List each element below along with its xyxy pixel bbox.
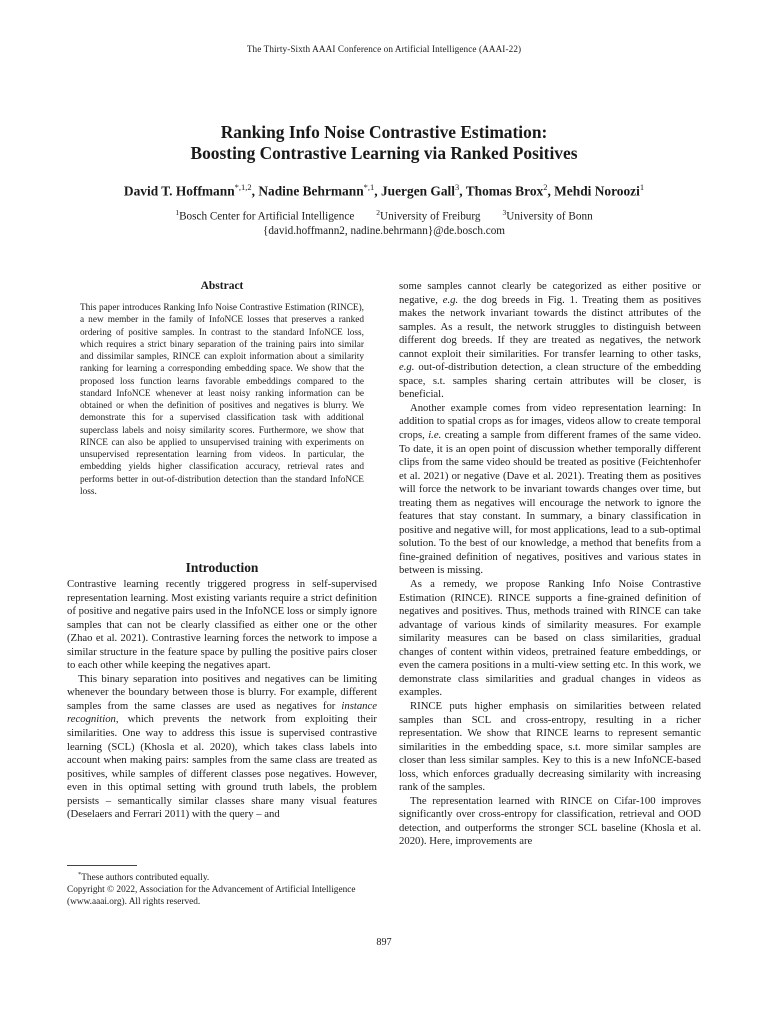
abstract-text: This paper introduces Ranking Info Noise Contrastive Estimation (RINCE), a new member in the family of InfoNCE losses that preserves a ranked ordering of positive samples. In contrast to the standard InfoNCE loss, which requires a strict binary separation of the training pairs into similar and dissimilar samples, RINCE can exploit information about a similarity ranking for learning a corresponding embedding space. We show that the proposed loss function learns favorable embeddings compared to the standard InfoNCE whenever at least noisy ranking information can be obtained or when the definition of positives and negatives is blurry. We demonstrate this for a supervised classification task with additional superclass labels and noisy similarity scores. Furthermore, we show that RINCE can also be applied to unsupervised training with experiments on unsupervised representation learning from videos. In particular, the embedding yields higher classification accuracy, retrieval rates and performs better in out-of-distribution detection than the standard InfoNCE loss. <box>80 303 364 497</box>
emphasis-text: instance recognition <box>67 699 377 726</box>
emphasis-text: e.g. <box>442 293 459 306</box>
body-paragraph: RINCE puts higher emphasis on similarities between related samples than SCL and cross-entropy, resulting in a richer representation. We show that RINCE learns to represent semantic similarities in the embedding space, s.t. more similar samples are closer than less similar samples. Key to this is a new InfoNCE-based loss, which enforces gradually decreasing similarity with increasing rank of the samples. <box>399 699 701 794</box>
footnote-equal-contribution <box>67 869 377 884</box>
footnote-rule <box>67 865 137 866</box>
author-name: Mehdi Noroozi <box>554 183 640 199</box>
author-name: Juergen Gall <box>380 183 455 199</box>
author-affiliation-mark: 3 <box>454 182 460 192</box>
affiliation-mark: 3 <box>502 208 507 217</box>
author-list: David T. Hoffmann$^{*,1,2}$, Nadine Behrmann$^{*,1}$, Juergen Gall$^3$, Thomas Brox$^2$, Mehdi Noroozi$^1$ <box>123 182 645 199</box>
author-name: Thomas Brox <box>465 183 544 199</box>
body-paragraph: some samples cannot clearly be categorized as either positive or negative, e.g. the dog breeds in Fig. 1. Treating them as positives makes the network invariant towards the distinct attributes of the samples. As a result, the network struggles to distinguish between different dog breeds. If they are treated as negatives, the network cannot exploit their similarities. For transfer learning to other tasks, e.g. out-of-distribution detection, a clean structure of the embedding space, s.t. samples sharing certain attributes will be closer, is beneficial. <box>399 280 701 401</box>
body-paragraph: As a remedy, we propose Ranking Info Noise Contrastive Estimation (RINCE). RINCE supports a fine-grained definition of negatives and positives. Thus, methods trained with RINCE can take advantage of various kinds of similarity measures. For example similarity measures can be based on class similarities, gradual changes of content within videos, pretrained feature embeddings, or even the camera positions in a multi-view setting etc. In this work, we demonstrate class similarities and gradual changes in videos as examples. <box>399 578 701 699</box>
affiliation-mark: 2 <box>376 208 381 217</box>
author-name: Nadine Behrmann <box>258 183 364 199</box>
right-column-body <box>399 280 701 849</box>
body-paragraph: This binary separation into positives and negatives can be limiting whenever the boundary between those is blurry. For example, different samples from the same classes are used as negatives for instance recognition, which prevents the network from exploiting their similarities. One way to address this issue is supervised contrastive learning (SCL) (Khosla et al. 2020), which takes class labels into account when making pairs: samples from the same class are treated as positives, while samples of different classes pose negatives. However, even in this optimal setting with ground truth labels, the problem persists – semantically similar classes share many visual features (Deselaers and Ferrari 2011) with the query – and <box>67 672 377 821</box>
footnote-text: These authors contributed equally. <box>81 873 210 884</box>
affiliation-name: University of Freiburg <box>380 210 481 223</box>
title-line-2: Boosting Contrastive Learning via Ranked Positives <box>190 143 578 163</box>
author-affiliation-mark: 1 <box>639 182 645 192</box>
conference-header: The Thirty-Sixth AAAI Conference on Artificial Intelligence (AAAI-22) <box>246 44 522 54</box>
emphasis-text: e.g. <box>399 361 415 374</box>
author-affiliation-mark: 2 <box>543 182 548 192</box>
author-affiliation-mark: *,1,2 <box>234 182 252 192</box>
body-paragraph: The representation learned with RINCE on Cifar-100 improves significantly over cross-entropy for classification, retrieval and OOD detection, and outperforms the stronger SCL baseline (Khosla et al. 2020). Here, improvements are <box>399 794 701 848</box>
left-column-body <box>67 578 377 822</box>
footnotes <box>67 869 377 908</box>
footnote-mark: * <box>78 871 82 878</box>
affiliations <box>0 206 768 238</box>
affiliation-name: Bosch Center for Artificial Intelligence <box>179 210 355 223</box>
title-line-1: Ranking Info Noise Contrastive Estimation: <box>220 122 548 142</box>
affiliation-line <box>0 206 768 224</box>
copyright-notice: Copyright © 2022, Association for the Advancement of Artificial Intelligence (www.aaai.org). All rights reserved. <box>67 885 356 908</box>
abstract-heading: Abstract <box>200 280 244 292</box>
introduction-heading: Introduction <box>185 560 259 575</box>
emphasis-text: i.e. <box>428 429 442 442</box>
author-name: David T. Hoffmann <box>123 183 235 199</box>
body-paragraph: Another example comes from video representation learning: In addition to spatial crops as for images, videos allow to create temporal crops, i.e. creating a sample from different frames of the same video. To date, it is an open point of discussion whether temporally different clips from the same video should be treated as positive (Feichtenhofer et al. 2021) or negative (Dave et al. 2021). Treating them as positives will force the network to be invariant towards changes over time, but treating them as negatives will encourage the network to ignore the features that stay constant. In summary, a binary classification in positive and negative will, for most applications, lead to a sub-optimal solution. To the best of our knowledge, a method that benefits from a fine-grained definition of negatives, positives and various states in between is missing. <box>399 401 702 577</box>
affiliation-mark: 1 <box>175 208 180 217</box>
page-number: 897 <box>376 937 392 948</box>
author-emails: {david.hoffmann2, nadine.behrmann}@de.bosch.com <box>262 224 506 237</box>
affiliation-name: University of Bonn <box>506 210 593 223</box>
author-affiliation-mark: *,1 <box>363 182 375 192</box>
body-paragraph: Contrastive learning recently triggered progress in self-supervised representation learning. Most existing variants require a strict definition of positive and negative pairs used in the InfoNCE loss or simply ignore samples that can not be clearly classified as either one or the other (Zhao et al. 2021). Contrastive learning forces the network to impose a similar structure in the feature space by pulling the positive pairs closer to each other while keeping the negatives apart. <box>67 578 377 672</box>
paper-title <box>0 122 768 164</box>
